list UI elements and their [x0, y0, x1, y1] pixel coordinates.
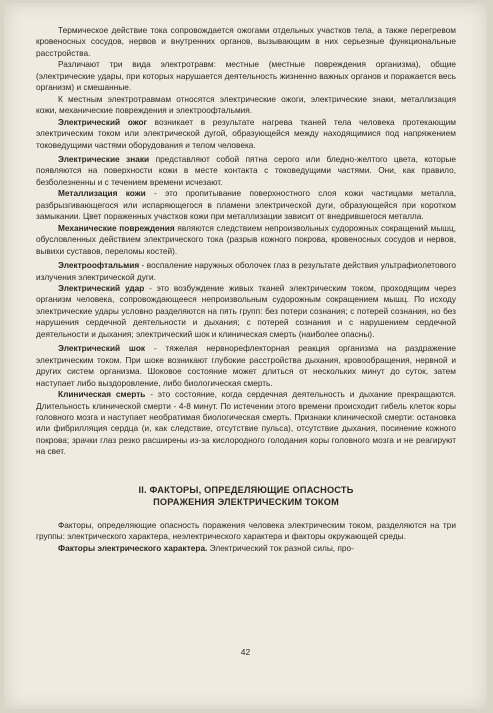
paragraph: Электрический удар - это возбуждение живых тканей электрическим током, проходящим через организм человека, сопровождающееся непроизвольным судорожным сокращением мышц. По исходу электрические удары условно разделяются на пять групп: без потери сознания; с потерей сознания, но без нарушения сердечной деятельности и дыхания; с потерей сознания и с нарушением сердечной деятельности и дыхания; электрический шок и клиническая смерть (наиболее опасны).: [36, 282, 456, 339]
paragraph: Термическое действие тока сопровождается ожогами отдельных участков тела, а также перегревом кровеносных сосудов, нервов и внутренних органов, вызывающим в них серьезные функциональные расстройства.: [36, 25, 456, 58]
paragraph: Различают три вида электротравм: местные (местные повреждения организма), общие (электрические удары, при которых нарушается деятельность жизненно важных органов и поражается весь организм) и смешанные.: [36, 59, 456, 93]
paragraph: Клиническая смерть - это состояние, когда сердечная деятельность и дыхание прекращаются. Длительность клинической смерти - 4-8 минут. По истечении этого времени происходит гибель клеток коры головного мозга и наступает необратимая биологическая смерть. Признаки клинической смерти: остановка или фибрилляция сердца (и, как следствие, отсутствие пульса), отсутствие дыхания, посинение кожного покрова; зрачки глаз резко расширены из-за кислородного голодания коры головного мозга и не реагируют на свет.: [36, 389, 456, 457]
paragraph: Электрический шок - тяжелая нервнорефлекторная реакция организма на раздражение электрическим током. При шоке возникают глубокие расстройства дыхания, кровообращения, нервной и других систем организма. Шоковое состояние может длиться от нескольких минут до суток, затем наступает либо выздоровление, либо биологическая смерть.: [36, 343, 456, 388]
page-number: 42: [240, 647, 251, 657]
body-text: [36, 25, 456, 554]
paragraph: Электрические знаки представляют собой пятна серого или бледно-желтого цвета, которые появляются на поверхности кожи в месте контакта с токоведущими частями. Они, как правило, безболезненны и с течением времени исчезают.: [36, 153, 457, 187]
paragraph: Механические повреждения являются следствием непроизвольных судорожных сокращений мышц, обусловленных действием электрического тока (разрыв кожного покрова, кровеносных сосудов и нервов, вывихи суставов, переломы костей).: [36, 222, 456, 256]
section-heading: [36, 484, 456, 508]
paragraph: Электроофтальмия - воспаление наружных оболочек глаз в результате действия ультрафиолетового излучения электрической дуги.: [36, 260, 456, 282]
paragraph: К местным электротравмам относятся электрические ожоги, электрические знаки, металлизация кожи, механические повреждения и электроофтальмия.: [36, 93, 456, 116]
paragraph: Факторы электрического характера. Электрический ток разной силы, про-: [58, 542, 354, 553]
document-page: [4, 3, 487, 709]
paragraph: Металлизация кожи - это пропитывание поверхностного слоя кожи частицами металла, разбрызгивающегося или испаряющегося в пламени электрической дуги, образующейся при коротком замыкании. Цвет пораженных участков кожи при металлизации зависит от внедрившегося металла.: [36, 188, 456, 222]
paragraph: Факторы, определяющие опасность поражения человека электрическим током, разделяются на три группы: электрического характера, неэлектрического характера и факторы окружающей среды.: [36, 519, 456, 542]
paragraph: Электрический ожог возникает в результате нагрева тканей тела человека протекающим электрическим током или электрической дугой, образующейся между находящимися под напряжением токоведущими частями оборудования и телом человека.: [36, 116, 456, 150]
section-heading-line: ПОРАЖЕНИЯ ЭЛЕКТРИЧЕСКИМ ТОКОМ: [153, 496, 339, 507]
section-heading-line: II. ФАКТОРЫ, ОПРЕДЕЛЯЮЩИЕ ОПАСНОСТЬ: [138, 484, 354, 495]
